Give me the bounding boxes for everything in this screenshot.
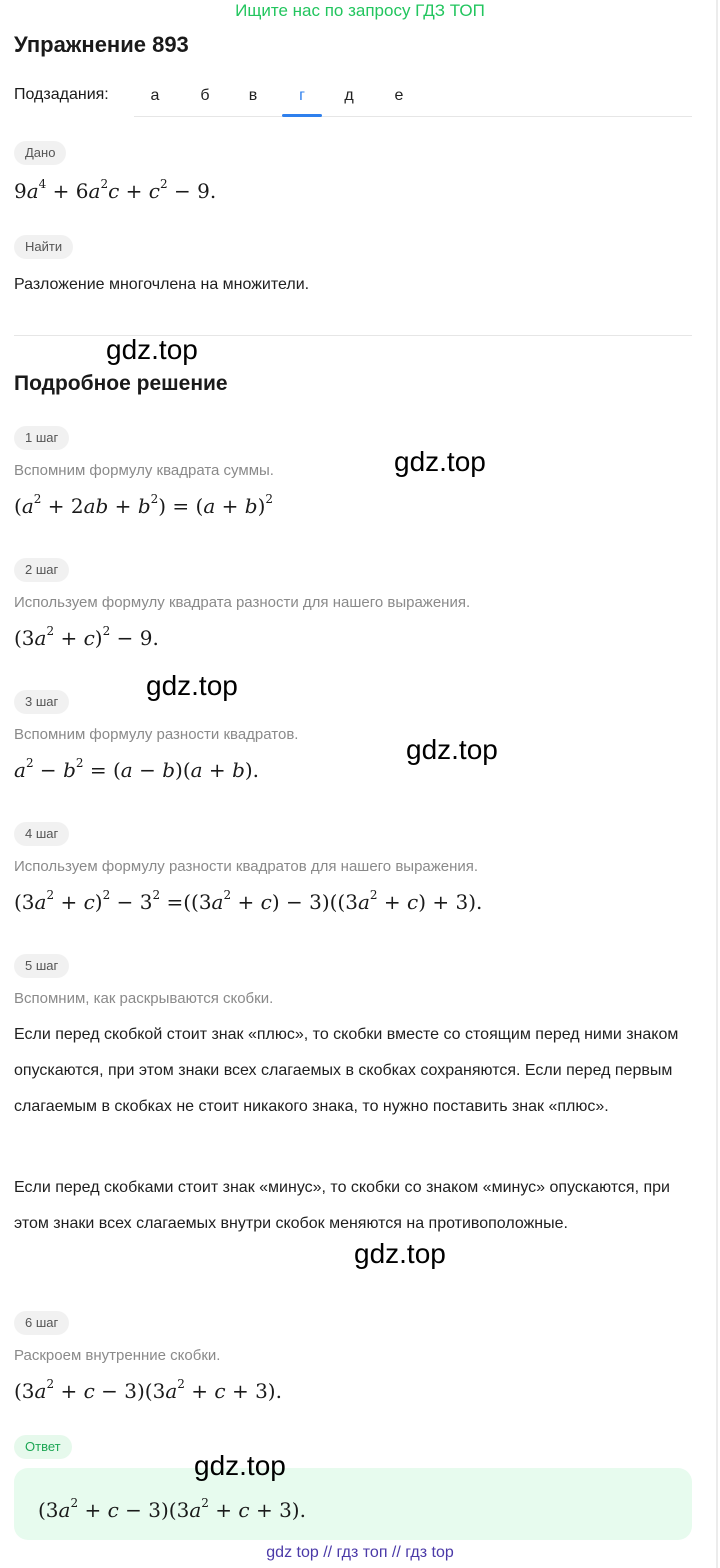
watermark: gdz.top [106, 334, 198, 365]
step-1-label: 1 шаг [14, 426, 69, 450]
step-5-label: 5 шаг [14, 954, 69, 978]
step-5-badge [14, 954, 69, 978]
step-2-text: Используем формулу квадрата разности для нашего выражения. [14, 594, 471, 611]
find-badge [14, 235, 73, 259]
page-title: Упражнение 893 [14, 32, 189, 57]
solution-title: Подробное решение [14, 372, 228, 395]
subtasks-label: Подзадания: [14, 86, 109, 103]
answer-label: Ответ [14, 1435, 72, 1459]
step-6-formula: $(3a^2 + c - 3)(3a^2 + c + 3)$. [14, 1377, 282, 1403]
step-2-formula: $(3a^2 + c)^2 - 9$. [14, 624, 159, 650]
tab-g[interactable]: г [282, 76, 322, 116]
step-2-badge [14, 558, 69, 582]
tab-v[interactable]: в [248, 87, 258, 104]
given-badge [14, 141, 66, 165]
step-3-text: Вспомним формулу разности квадратов. [14, 726, 299, 743]
step-6-badge [14, 1311, 69, 1335]
given-label: Дано [14, 141, 66, 165]
step-5-paragraph-1: Если перед скобкой стоит знак «плюс», то скобки вместе со стоящим перед ними знаком опускаются, при этом знаки всех слагаемых в скобках сохраняются. Если перед первым слагаемым в скобках не стоит никакого знака, то нужно поставить знак «плюс». [14, 1026, 679, 1115]
step-4-label: 4 шаг [14, 822, 69, 846]
step-3-badge [14, 690, 69, 714]
subtask-tabs [134, 76, 692, 117]
tab-a[interactable]: а [150, 87, 160, 104]
watermark: gdz.top [146, 670, 238, 701]
find-text: Разложение многочлена на множители. [14, 276, 310, 293]
tab-e[interactable]: е [394, 87, 404, 104]
answer-badge [14, 1435, 72, 1459]
step-1-text: Вспомним формулу квадрата суммы. [14, 462, 274, 479]
step-4-badge [14, 822, 69, 846]
footer-links[interactable]: gdz top // гдз топ // гдз top [266, 1544, 454, 1561]
tab-d[interactable]: д [344, 87, 354, 104]
find-label: Найти [14, 235, 73, 259]
tab-b[interactable]: б [200, 87, 210, 104]
step-3-formula: $a^2 - b^2 = (a - b)(a + b)$. [14, 756, 260, 782]
watermark: gdz.top [354, 1238, 446, 1269]
step-4-formula: $(3a^2 + c)^2 - 3^2 =((3a^2 + c) - 3)((3a^2 + c) + 3)$. [14, 888, 483, 914]
step-6-label: 6 шаг [14, 1311, 69, 1335]
search-banner[interactable]: Ищите нас по запросу ГДЗ ТОП [235, 1, 485, 20]
watermark: gdz.top [406, 734, 498, 765]
step-5-paragraph-2: Если перед скобками стоит знак «минус», то скобки со знаком «минус» опускаются, при этом знаки всех слагаемых внутри скобок меняются на противоположные. [14, 1179, 670, 1232]
step-6-text: Раскроем внутренние скобки. [14, 1347, 221, 1364]
step-3-label: 3 шаг [14, 690, 69, 714]
watermark: gdz.top [394, 446, 486, 477]
step-4-text: Используем формулу разности квадратов для нашего выражения. [14, 858, 479, 875]
step-1-badge [14, 426, 69, 450]
given-expression: $9a^4 + 6a^2c + c^2 - 9$. [14, 177, 217, 203]
step-1-formula: $(a^2 + 2ab + b^2) = (a + b)^2$ [14, 492, 274, 518]
step-2-label: 2 шаг [14, 558, 69, 582]
answer-formula: $(3a^2 + c - 3)(3a^2 + c + 3)$. [38, 1496, 306, 1522]
step-5-text: Вспомним, как раскрываются скобки. [14, 990, 274, 1007]
watermark: gdz.top [194, 1450, 286, 1481]
page-edge [716, 0, 718, 1568]
